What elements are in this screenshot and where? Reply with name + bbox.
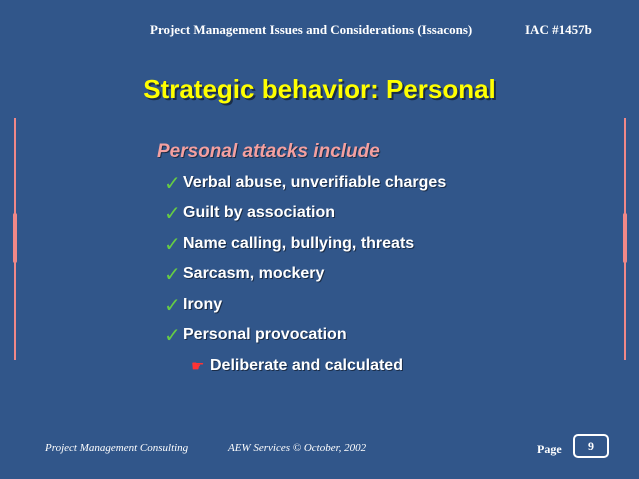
list-item — [164, 233, 446, 263]
bullet-text: Sarcasm, mockery — [183, 265, 325, 283]
list-item — [164, 263, 446, 293]
slide-title: Strategic behavior: Personal — [143, 74, 496, 104]
list-item — [164, 172, 446, 202]
list-item — [164, 324, 446, 354]
page-number-box: 9 — [573, 434, 609, 458]
checkmark-icon: ✓ — [164, 322, 181, 347]
sub-bullet-text: Deliberate and calculated — [210, 357, 403, 374]
bullet-list — [164, 172, 446, 354]
checkmark-icon: ✓ — [164, 171, 181, 195]
header-title: Project Management Issues and Considerations (Issacons) — [150, 22, 473, 37]
page-label: Page — [537, 442, 562, 456]
bullet-text: Personal provocation — [183, 325, 347, 343]
section-heading: Personal attacks include — [157, 141, 380, 162]
right-decorative-bar — [624, 118, 626, 360]
checkmark-icon: ✓ — [164, 231, 181, 256]
list-item — [164, 202, 446, 232]
bullet-text: Verbal abuse, unverifiable charges — [183, 174, 447, 191]
bullet-text: Guilt by association — [183, 204, 336, 222]
pointing-hand-icon: ☛ — [191, 357, 205, 375]
checkmark-icon: ✓ — [164, 292, 181, 317]
left-decorative-bar — [14, 118, 16, 360]
sub-list-item — [191, 355, 403, 377]
footer-company: Project Management Consulting — [45, 442, 189, 454]
bullet-text: Name calling, bullying, threats — [183, 234, 415, 252]
checkmark-icon: ✓ — [164, 201, 181, 226]
footer-copyright: AEW Services © October, 2002 — [228, 442, 367, 454]
checkmark-icon: ✓ — [164, 262, 181, 287]
bullet-text: Irony — [183, 295, 223, 313]
header-code: IAC #1457b — [525, 22, 592, 37]
list-item — [164, 294, 446, 324]
